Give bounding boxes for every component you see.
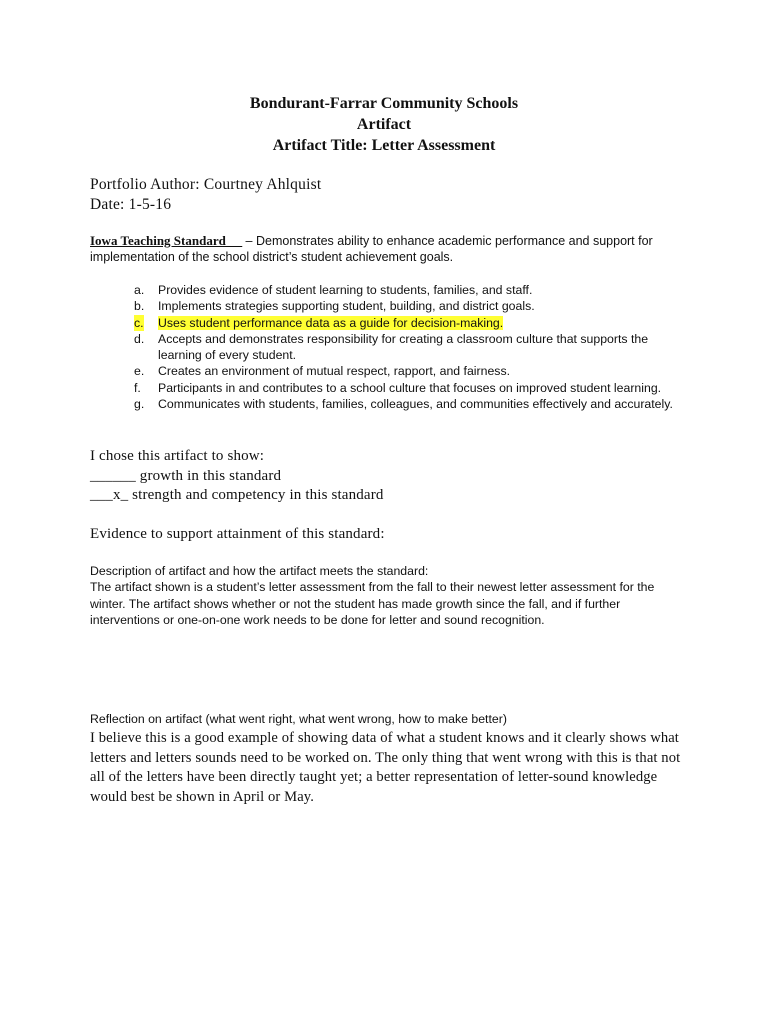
reflection-label: Reflection on artifact (what went right, what went wrong, how to make better) bbox=[90, 712, 507, 726]
artifact-title: Artifact Title: Letter Assessment bbox=[272, 137, 496, 154]
list-item-letter: d. bbox=[134, 331, 145, 346]
list-item-text: Creates an environment of mutual respect, rapport, and fairness. bbox=[158, 364, 511, 379]
document-type: Artifact bbox=[356, 116, 412, 133]
list-item bbox=[134, 396, 674, 412]
list-item-text: Implements strategies supporting student, building, and district goals. bbox=[158, 299, 535, 314]
list-item-letter: f. bbox=[134, 380, 141, 395]
list-item-text: Communicates with students, families, colleagues, and communities effectively and accurately. bbox=[158, 397, 673, 412]
standard-description: – Demonstrates ability to enhance academic performance and support for implementation of the school district’s student achievement goals. bbox=[90, 234, 653, 264]
highlighted-text: Uses student performance data as a guide for decision-making. bbox=[158, 315, 504, 330]
reflection-text: I believe this is a good example of showing data of what a student knows and it clearly shows what letters and letters sounds need to be worked on. The only thing that went wrong with this is that not all of the letters have been directly taught yet; a better representation of letter-sound knowledge would best be shown in April or May. bbox=[90, 730, 681, 805]
choice-intro: I chose this artifact to show: bbox=[90, 448, 265, 464]
standard-label: Iowa Teaching Standard __ bbox=[90, 233, 243, 248]
list-item-text: Participants in and contributes to a school culture that focuses on improved student learning. bbox=[158, 380, 662, 395]
list-item-text: Accepts and demonstrates responsibility for creating a classroom culture that supports the learning of every student. bbox=[158, 331, 649, 363]
document-date: Date: 1-5-16 bbox=[90, 196, 172, 213]
description-label: Description of artifact and how the artifact meets the standard: bbox=[90, 564, 429, 578]
list-item-letter: b. bbox=[134, 299, 145, 314]
list-item bbox=[134, 282, 674, 298]
list-item-letter: c. bbox=[134, 315, 144, 330]
evidence-heading: Evidence to support attainment of this standard: bbox=[90, 526, 385, 542]
list-item-highlighted bbox=[134, 315, 674, 331]
description-text: The artifact shown is a student’s letter assessment from the fall to their newest letter assessment for the winter. The artifact shows whether or not the student has made growth since the fall, and if further interventions or one-on-one work needs to be done for letter and sound recognition. bbox=[90, 580, 655, 627]
criteria-list bbox=[134, 282, 674, 412]
list-item-letter: e. bbox=[134, 364, 145, 379]
list-item-text: Provides evidence of student learning to students, families, and staff. bbox=[158, 283, 533, 297]
portfolio-author: Portfolio Author: Courtney Ahlquist bbox=[90, 176, 322, 193]
list-item bbox=[134, 380, 674, 396]
school-name: Bondurant-Farrar Community Schools bbox=[249, 95, 519, 112]
choice-strength: ___x_ strength and competency in this standard bbox=[90, 487, 384, 503]
list-item bbox=[134, 298, 674, 314]
list-item bbox=[134, 363, 674, 379]
teaching-standard bbox=[90, 233, 690, 265]
list-item bbox=[134, 331, 674, 364]
list-item-letter: a. bbox=[134, 283, 145, 297]
choice-growth: ______ growth in this standard bbox=[90, 468, 282, 484]
list-item-letter: g. bbox=[134, 397, 145, 412]
